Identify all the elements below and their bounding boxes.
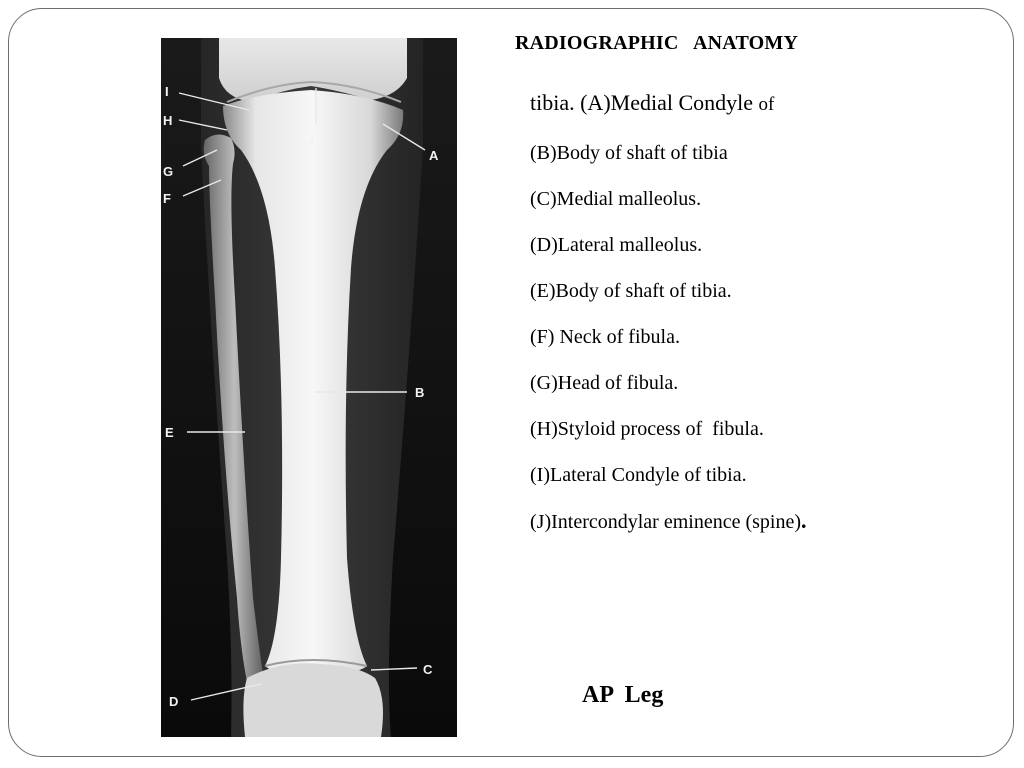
legend-item-b: (B)Body of shaft of tibia <box>530 142 728 164</box>
legend-item-j <box>530 508 807 554</box>
xray-label-h: H <box>163 113 173 128</box>
slide-title: RADIOGRAPHIC ANATOMY <box>515 32 799 54</box>
xray-label-c: C <box>423 662 433 677</box>
legend-item-c: (C)Medial malleolus. <box>530 188 702 210</box>
xray-label-e: E <box>165 425 174 440</box>
legend-item-a-text: tibia. (A)Medial Condyle <box>530 90 759 115</box>
legend-item-j-suffix: . <box>801 508 807 533</box>
legend-item-i: (I)Lateral Condyle of tibia. <box>530 464 747 486</box>
image-caption: AP Leg <box>582 682 664 708</box>
xray-label-b: B <box>415 385 425 400</box>
xray-label-f: F <box>163 191 171 206</box>
legend-item-a-suffix: of <box>758 94 775 115</box>
xray-image <box>161 38 457 737</box>
legend-item-f: (F) Neck of fibula. <box>530 326 680 348</box>
legend-item-j-text: (J)Intercondylar eminence (spine) <box>530 511 801 533</box>
slide-frame <box>8 8 1014 757</box>
xray-label-i: I <box>165 84 169 99</box>
xray-label-a: A <box>429 148 439 163</box>
xray-label-d: D <box>169 694 179 709</box>
legend-item-g: (G)Head of fibula. <box>530 372 679 394</box>
legend-item-h: (H)Styloid process of fibula. <box>530 418 764 440</box>
xray-label-j: J <box>307 132 315 147</box>
legend-item-d: (D)Lateral malleolus. <box>530 234 703 256</box>
legend-item-a <box>530 90 807 140</box>
xray-label-g: G <box>163 164 174 179</box>
anatomy-legend <box>530 90 807 554</box>
talus <box>243 663 383 737</box>
legend-item-e: (E)Body of shaft of tibia. <box>530 280 732 302</box>
